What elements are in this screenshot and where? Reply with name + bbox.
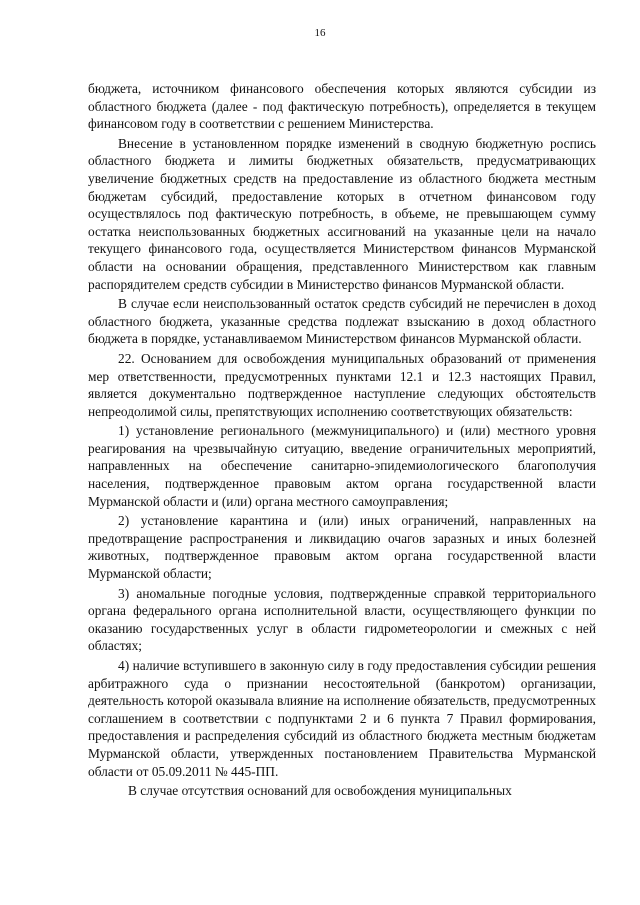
list-item-4: 4) наличие вступившего в законную силу в году предоставления субсидии решения арбитражного суда о признании несостоятельной (банкротом) организации, деятельность которой оказывала влияние на исполнение обязательств, предусмотренных соглашением в соответствии с подпунктами 2 и 6 пункта 7 Правил формирования, предоставления и распределения субсидий из областного бюджета местным бюджетам Мурманской области, утвержденных постановлением Правительства Мурманской области от 05.09.2011 № 445-ПП. [88, 658, 596, 779]
document-body [88, 80, 596, 800]
page-number: 16 [314, 27, 326, 39]
paragraph-unused-balance: В случае если неиспользованный остаток средств субсидий не перечислен в доход областного бюджета, указанные средства подлежат взысканию в доход областного бюджета в порядке, устанавливаемом Министерством финансов Мурманской области. [88, 296, 596, 347]
list-item-2: 2) установление карантина и (или) иных ограничений, направленных на предотвращение распространения и ликвидацию очагов заразных и иных болезней животных, подтвержденное правовым актом органа государственной власти Мурманской области; [88, 513, 596, 582]
list-item-1: 1) установление регионального (межмуниципального) и (или) местного уровня реагирования на чрезвычайную ситуацию, введение ограничительных мероприятий, направленных на обеспечение санитарно-эпидемиологического благополучия населения, подтвержденное правовым актом органа государственной власти Мурманской области и (или) органа местного самоуправления; [88, 423, 596, 509]
paragraph-budget-changes: Внесение в установленном порядке изменений в сводную бюджетную роспись областного бюджета и лимиты бюджетных обязательств, предусматривающих увеличение бюджетных средств на предоставление из областного бюджета местным бюджетам субсидий, предоставление которых в отчетном финансовом году осуществлялось под фактическую потребность, в объеме, не превышающем сумму остатка неиспользованных бюджетных ассигнований на указанные цели на начало текущего финансового года, осуществляется Министерством финансов Мурманской области на основании обращения, представленного Министерством как главным распорядителем средств субсидии в Министерство финансов Мурманской области. [88, 135, 596, 292]
list-item-3: 3) аномальные погодные условия, подтвержденные справкой территориального органа федерального органа исполнительной власти, осуществляющего функции по оказанию государственных услуг в области гидрометеорологии и смежных с ней областях; [88, 585, 596, 654]
paragraph-budget-source: бюджета, источником финансового обеспечения которых являются субсидии из областного бюджета (далее - под фактическую потребность), определяется в текущем финансовом году в соответствии с решением Министерства. [88, 81, 596, 132]
paragraph-no-grounds: В случае отсутствия оснований для освобождения муниципальных [128, 783, 512, 799]
paragraph-clause-22: 22. Основанием для освобождения муниципальных образований от применения мер ответственности, предусмотренных пунктами 12.1 и 12.3 настоящих Правил, является документально подтвержденное наступление следующих обстоятельств непреодолимой силы, препятствующих исполнению соответствующих обязательств: [88, 350, 596, 419]
